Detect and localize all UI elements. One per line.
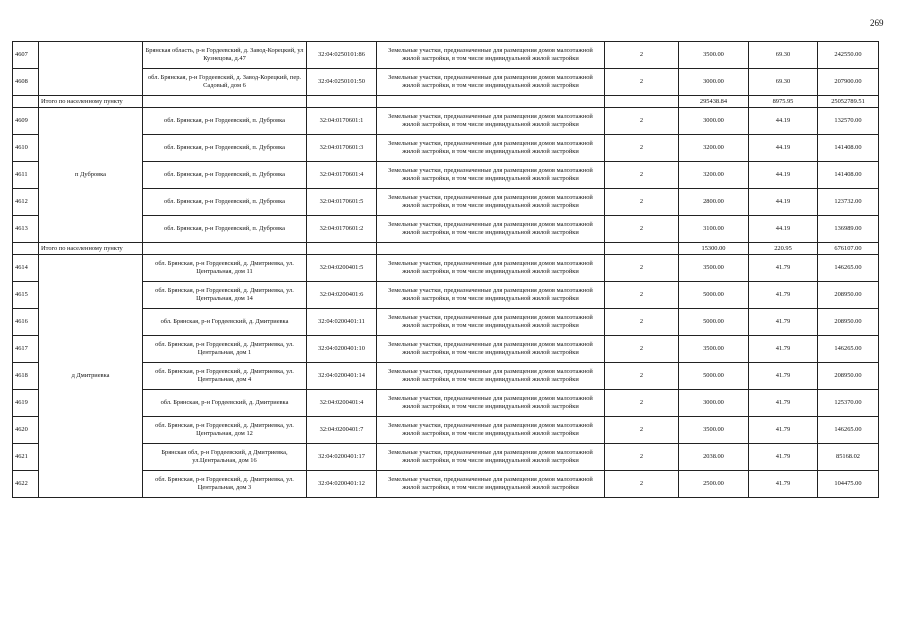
cadastral-value: 208950.00 xyxy=(818,309,879,336)
cadastral-value: 208950.00 xyxy=(818,282,879,309)
land-use-purpose: Земельные участки, предназначенные для размещения домов малоэтажной жилой застройки, в том числе индивидуальной жилой застройки xyxy=(377,216,605,243)
group-code: 2 xyxy=(605,282,679,309)
subtotal-spacer xyxy=(13,243,39,255)
land-use-purpose: Земельные участки, предназначенные для размещения домов малоэтажной жилой застройки, в том числе индивидуальной жилой застройки xyxy=(377,108,605,135)
row-number: 4618 xyxy=(13,363,39,390)
address-cell: обл. Брянская, р-н Гордеевский, п. Дубровка xyxy=(143,216,307,243)
area-value: 5000.00 xyxy=(679,282,749,309)
address-cell: обл. Брянская, р-н Гордеевский, д. Дмитриевка xyxy=(143,309,307,336)
subtotal-area: 15300.00 xyxy=(679,243,749,255)
land-use-purpose: Земельные участки, предназначенные для размещения домов малоэтажной жилой застройки, в том числе индивидуальной жилой застройки xyxy=(377,282,605,309)
table-row xyxy=(13,69,879,96)
group-code: 2 xyxy=(605,189,679,216)
area-value: 3500.00 xyxy=(679,417,749,444)
group-code: 2 xyxy=(605,162,679,189)
table-row xyxy=(13,282,879,309)
subtotal-empty xyxy=(377,96,605,108)
row-number: 4619 xyxy=(13,390,39,417)
row-number: 4615 xyxy=(13,282,39,309)
subtotal-label: Итого по населенному пункту xyxy=(39,243,143,255)
cadastral-number: 32:04:0170601:2 xyxy=(307,216,377,243)
cadastral-value: 242550.00 xyxy=(818,42,879,69)
subtotal-spacer xyxy=(13,96,39,108)
cadastral-value: 146265.00 xyxy=(818,336,879,363)
land-use-purpose: Земельные участки, предназначенные для размещения домов малоэтажной жилой застройки, в том числе индивидуальной жилой застройки xyxy=(377,42,605,69)
cadastral-value: 146265.00 xyxy=(818,417,879,444)
address-cell: обл. Брянская, р-н Гордеевский, д. Дмитриевка xyxy=(143,390,307,417)
land-use-purpose: Земельные участки, предназначенные для размещения домов малоэтажной жилой застройки, в том числе индивидуальной жилой застройки xyxy=(377,69,605,96)
area-value: 2038.00 xyxy=(679,444,749,471)
cadastral-number: 32:04:0250101:86 xyxy=(307,42,377,69)
subtotal-rate: 8975.95 xyxy=(749,96,818,108)
specific-value: 44.19 xyxy=(749,162,818,189)
cadastral-value: 104475.00 xyxy=(818,471,879,498)
specific-value: 41.79 xyxy=(749,309,818,336)
subtotal-value: 676107.00 xyxy=(818,243,879,255)
row-number: 4616 xyxy=(13,309,39,336)
locality-name: д Дмитриевка xyxy=(39,255,143,498)
cadastral-value: 132570.00 xyxy=(818,108,879,135)
row-number: 4607 xyxy=(13,42,39,69)
land-use-purpose: Земельные участки, предназначенные для размещения домов малоэтажной жилой застройки, в том числе индивидуальной жилой застройки xyxy=(377,162,605,189)
cadastral-number: 32:04:0200401:5 xyxy=(307,255,377,282)
row-number: 4608 xyxy=(13,69,39,96)
subtotal-empty xyxy=(143,243,307,255)
subtotal-empty xyxy=(307,243,377,255)
land-use-purpose: Земельные участки, предназначенные для размещения домов малоэтажной жилой застройки, в том числе индивидуальной жилой застройки xyxy=(377,189,605,216)
locality-name: п Дубровка xyxy=(39,108,143,243)
cadastral-value: 85168.02 xyxy=(818,444,879,471)
table-row xyxy=(13,309,879,336)
land-use-purpose: Земельные участки, предназначенные для размещения домов малоэтажной жилой застройки, в том числе индивидуальной жилой застройки xyxy=(377,255,605,282)
specific-value: 41.79 xyxy=(749,471,818,498)
specific-value: 41.79 xyxy=(749,444,818,471)
specific-value: 44.19 xyxy=(749,216,818,243)
area-value: 2500.00 xyxy=(679,471,749,498)
specific-value: 44.19 xyxy=(749,189,818,216)
subtotal-value: 25052789.51 xyxy=(818,96,879,108)
area-value: 3100.00 xyxy=(679,216,749,243)
address-cell: обл. Брянская, р-н Гордеевский, п. Дубровка xyxy=(143,189,307,216)
specific-value: 41.79 xyxy=(749,255,818,282)
address-cell: обл. Брянская, р-н Гордеевский, д. Дмитриевка, ул. Центральная, дом 14 xyxy=(143,282,307,309)
group-code: 2 xyxy=(605,135,679,162)
area-value: 5000.00 xyxy=(679,363,749,390)
land-use-purpose: Земельные участки, предназначенные для размещения домов малоэтажной жилой застройки, в том числе индивидуальной жилой застройки xyxy=(377,309,605,336)
cadastral-value: 207900.00 xyxy=(818,69,879,96)
area-value: 3200.00 xyxy=(679,162,749,189)
address-cell: обл. Брянская, р-н Гордеевский, п. Дубровка xyxy=(143,108,307,135)
cadastral-number: 32:04:0170601:5 xyxy=(307,189,377,216)
area-value: 3500.00 xyxy=(679,42,749,69)
cadastral-number: 32:04:0200401:4 xyxy=(307,390,377,417)
table-row xyxy=(13,42,879,69)
table-row xyxy=(13,417,879,444)
subtotal-row xyxy=(13,96,879,108)
cadastral-number: 32:04:0250101:50 xyxy=(307,69,377,96)
table-row xyxy=(13,189,879,216)
address-cell: обл. Брянская, р-н Гордеевский, д. Дмитриевка, ул. Центральная, дом 3 xyxy=(143,471,307,498)
area-value: 3000.00 xyxy=(679,108,749,135)
specific-value: 69.30 xyxy=(749,42,818,69)
group-code: 2 xyxy=(605,42,679,69)
area-value: 2800.00 xyxy=(679,189,749,216)
cadastral-value: 146265.00 xyxy=(818,255,879,282)
address-cell: обл. Брянская, р-н Гордеевский, д. Дмитриевка, ул. Центральная, дом 4 xyxy=(143,363,307,390)
cadastral-number: 32:04:0200401:14 xyxy=(307,363,377,390)
row-number: 4612 xyxy=(13,189,39,216)
subtotal-empty xyxy=(143,96,307,108)
row-number: 4610 xyxy=(13,135,39,162)
address-cell: обл. Брянская, р-н Гордеевский, п. Дубровка xyxy=(143,162,307,189)
address-cell: Брянская область, р-н Гордеевский, д. Завод-Корецкий, ул Кузнецова, д.47 xyxy=(143,42,307,69)
specific-value: 41.79 xyxy=(749,417,818,444)
cadastral-value: 208950.00 xyxy=(818,363,879,390)
group-code: 2 xyxy=(605,471,679,498)
specific-value: 41.79 xyxy=(749,282,818,309)
specific-value: 41.79 xyxy=(749,390,818,417)
group-code: 2 xyxy=(605,108,679,135)
table-row xyxy=(13,444,879,471)
specific-value: 41.79 xyxy=(749,336,818,363)
page-number: 269 xyxy=(870,18,884,28)
cadastral-number: 32:04:0200401:7 xyxy=(307,417,377,444)
table-row xyxy=(13,108,879,135)
subtotal-label: Итого по населенному пункту xyxy=(39,96,143,108)
cadastral-value: 125370.00 xyxy=(818,390,879,417)
row-number: 4621 xyxy=(13,444,39,471)
row-number: 4614 xyxy=(13,255,39,282)
subtotal-rate: 220.95 xyxy=(749,243,818,255)
land-use-purpose: Земельные участки, предназначенные для размещения домов малоэтажной жилой застройки, в том числе индивидуальной жилой застройки xyxy=(377,135,605,162)
cadastral-number: 32:04:0170601:3 xyxy=(307,135,377,162)
cadastral-value: 141408.00 xyxy=(818,162,879,189)
cadastral-number: 32:04:0200401:10 xyxy=(307,336,377,363)
table-row xyxy=(13,471,879,498)
specific-value: 44.19 xyxy=(749,135,818,162)
cadastral-value: 136989.00 xyxy=(818,216,879,243)
group-code: 2 xyxy=(605,417,679,444)
row-number: 4620 xyxy=(13,417,39,444)
group-code: 2 xyxy=(605,390,679,417)
address-cell: обл. Брянская, р-н Гордеевский, д. Дмитриевка, ул. Центральная, дом 12 xyxy=(143,417,307,444)
subtotal-row xyxy=(13,243,879,255)
subtotal-empty xyxy=(307,96,377,108)
land-use-purpose: Земельные участки, предназначенные для размещения домов малоэтажной жилой застройки, в том числе индивидуальной жилой застройки xyxy=(377,363,605,390)
land-use-purpose: Земельные участки, предназначенные для размещения домов малоэтажной жилой застройки, в том числе индивидуальной жилой застройки xyxy=(377,390,605,417)
row-number: 4611 xyxy=(13,162,39,189)
area-value: 3000.00 xyxy=(679,69,749,96)
row-number: 4613 xyxy=(13,216,39,243)
subtotal-empty xyxy=(377,243,605,255)
address-cell: обл. Брянская, р-н Гордеевский, п. Дубровка xyxy=(143,135,307,162)
land-use-purpose: Земельные участки, предназначенные для размещения домов малоэтажной жилой застройки, в том числе индивидуальной жилой застройки xyxy=(377,471,605,498)
subtotal-empty xyxy=(605,96,679,108)
area-value: 3000.00 xyxy=(679,390,749,417)
specific-value: 44.19 xyxy=(749,108,818,135)
cadastral-number: 32:04:0200401:6 xyxy=(307,282,377,309)
group-code: 2 xyxy=(605,69,679,96)
cadastral-number: 32:04:0200401:17 xyxy=(307,444,377,471)
table-row xyxy=(13,216,879,243)
table-row xyxy=(13,255,879,282)
area-value: 3500.00 xyxy=(679,255,749,282)
area-value: 5000.00 xyxy=(679,309,749,336)
table-row xyxy=(13,336,879,363)
land-use-purpose: Земельные участки, предназначенные для размещения домов малоэтажной жилой застройки, в том числе индивидуальной жилой застройки xyxy=(377,444,605,471)
group-code: 2 xyxy=(605,444,679,471)
group-code: 2 xyxy=(605,216,679,243)
cadastral-number: 32:04:0200401:11 xyxy=(307,309,377,336)
table-row xyxy=(13,135,879,162)
table-row xyxy=(13,363,879,390)
group-code: 2 xyxy=(605,309,679,336)
address-cell: обл. Брянская, р-н Гордеевский, д. Завод-Корецкий, пер. Садовый, дом 6 xyxy=(143,69,307,96)
cadastral-value: 123732.00 xyxy=(818,189,879,216)
cadastral-value: 141408.00 xyxy=(818,135,879,162)
group-code: 2 xyxy=(605,255,679,282)
cadastral-number: 32:04:0170601:4 xyxy=(307,162,377,189)
area-value: 3200.00 xyxy=(679,135,749,162)
row-number: 4622 xyxy=(13,471,39,498)
address-cell: Брянская обл, р-н Гордеевский, д Дмитриевка, ул.Центральная, дом 16 xyxy=(143,444,307,471)
address-cell: обл. Брянская, р-н Гордеевский, д. Дмитриевка, ул. Центральная, дом 11 xyxy=(143,255,307,282)
row-number: 4617 xyxy=(13,336,39,363)
locality-name xyxy=(39,42,143,96)
table-body xyxy=(13,42,879,498)
land-use-purpose: Земельные участки, предназначенные для размещения домов малоэтажной жилой застройки, в том числе индивидуальной жилой застройки xyxy=(377,417,605,444)
land-use-purpose: Земельные участки, предназначенные для размещения домов малоэтажной жилой застройки, в том числе индивидуальной жилой застройки xyxy=(377,336,605,363)
cadastral-number: 32:04:0170601:1 xyxy=(307,108,377,135)
land-registry-table xyxy=(12,41,879,498)
row-number: 4609 xyxy=(13,108,39,135)
group-code: 2 xyxy=(605,363,679,390)
group-code: 2 xyxy=(605,336,679,363)
address-cell: обл. Брянская, р-н Гордеевский, д. Дмитриевка, ул. Центральная, дом 1 xyxy=(143,336,307,363)
specific-value: 41.79 xyxy=(749,363,818,390)
subtotal-area: 295438.84 xyxy=(679,96,749,108)
table-row xyxy=(13,162,879,189)
cadastral-number: 32:04:0200401:12 xyxy=(307,471,377,498)
subtotal-empty xyxy=(605,243,679,255)
specific-value: 69.30 xyxy=(749,69,818,96)
table-row xyxy=(13,390,879,417)
area-value: 3500.00 xyxy=(679,336,749,363)
